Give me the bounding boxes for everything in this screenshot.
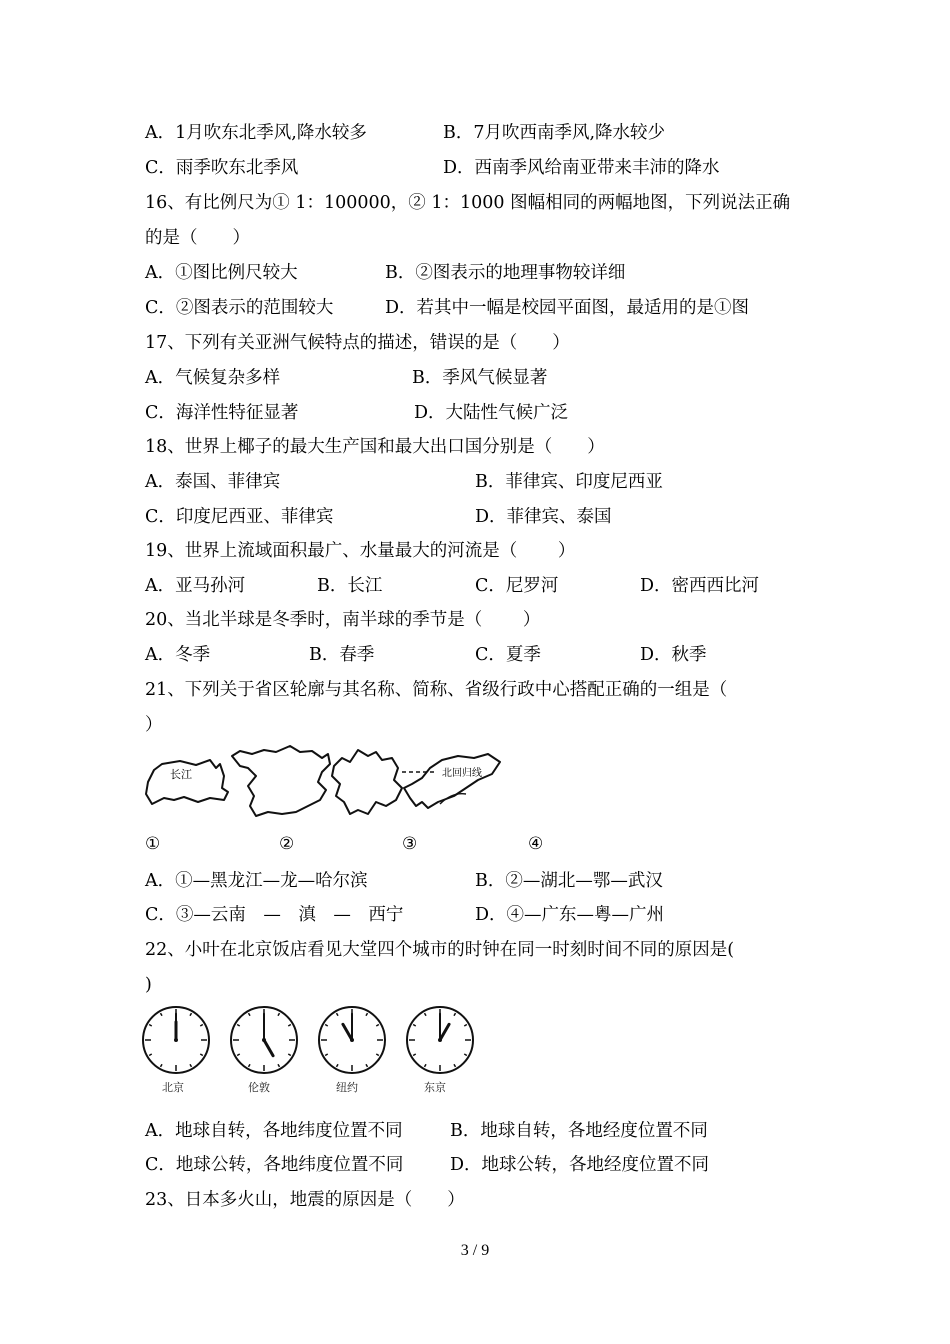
clocks-figure (138, 1002, 478, 1078)
q22-option-c: C．地球公转，各地纬度位置不同 (145, 1155, 404, 1175)
clock-label-newyork: 纽约 (336, 1081, 358, 1094)
map-number-2: ② (279, 834, 295, 854)
clock-center (350, 1038, 354, 1042)
q16-option-c: C．②图表示的范围较大 (145, 298, 334, 318)
clock-label-tokyo: 东京 (424, 1081, 446, 1094)
q19-stem: 19、世界上流域面积最广、水量最大的河流是（ ） (145, 541, 576, 561)
q20-stem: 20、当北半球是冬季时，南半球的季节是（ ） (145, 610, 541, 630)
clock-center (174, 1038, 178, 1042)
q20-option-d: D．秋季 (640, 645, 707, 665)
province-outline-4 (404, 754, 500, 808)
q16-option-a: A．①图比例尺较大 (145, 263, 298, 283)
q17-option-d: D．大陆性气候广泛 (414, 403, 569, 423)
q19-option-d: D．密西西比河 (640, 576, 760, 596)
clock-beijing (143, 1007, 209, 1073)
q22-stem-line1: 22、小叶在北京饭店看见大堂四个城市的时钟在同一时刻时间不同的原因是( (145, 940, 735, 960)
q21-option-a: A．①—黑龙江—龙—哈尔滨 (145, 871, 368, 891)
q20-option-b: B．春季 (309, 645, 375, 665)
q17-stem: 17、下列有关亚洲气候特点的描述，错误的是（ ） (145, 333, 570, 353)
clock-label-london: 伦敦 (248, 1081, 270, 1094)
q21-option-d: D．④—广东—粤—广州 (475, 905, 665, 925)
q17-option-a: A．气候复杂多样 (145, 368, 281, 388)
q22-option-d: D．地球公转，各地经度位置不同 (450, 1155, 710, 1175)
q18-option-c: C．印度尼西亚、菲律宾 (145, 507, 334, 527)
q15-option-d: D．西南季风给南亚带来丰沛的降水 (443, 158, 720, 178)
q19-option-b: B．长江 (317, 576, 383, 596)
clock-center (262, 1038, 266, 1042)
map-number-1: ① (145, 834, 161, 854)
q21-option-c: C．③—云南 — 滇 — 西宁 (145, 905, 404, 925)
q17-option-b: B．季风气候显著 (412, 368, 548, 388)
province-outline-1 (146, 760, 228, 804)
q19-option-a: A．亚马孙河 (145, 576, 246, 596)
map-label-yangtze: 长江 (170, 768, 192, 781)
map-number-4: ④ (528, 834, 544, 854)
clock-center (438, 1038, 442, 1042)
clock-label-beijing: 北京 (162, 1081, 184, 1094)
province-outline-2 (232, 746, 330, 816)
q16-option-b: B．②图表示的地理事物较详细 (385, 263, 626, 283)
clock-tokyo (407, 1007, 473, 1073)
clock-newyork (319, 1007, 385, 1073)
q21-option-b: B．②—湖北—鄂—武汉 (475, 871, 663, 891)
q22-stem-line2: ) (145, 975, 152, 995)
q15-option-c: C．雨季吹东北季风 (145, 158, 299, 178)
q16-option-d: D．若其中一幅是校园平面图，最适用的是①图 (385, 298, 750, 318)
q22-option-a: A．地球自转，各地纬度位置不同 (145, 1121, 403, 1141)
q16-stem-line2: 的是（ ） (145, 228, 250, 248)
province-outline-3 (332, 750, 402, 814)
q23-stem: 23、日本多火山，地震的原因是（ ） (145, 1190, 465, 1210)
page-number: 3 / 9 (460, 1242, 490, 1259)
q18-option-d: D．菲律宾、泰国 (475, 507, 612, 527)
q20-option-c: C．夏季 (475, 645, 541, 665)
q18-stem: 18、世界上椰子的最大生产国和最大出口国分别是（ ） (145, 437, 605, 457)
q18-option-a: A．泰国、菲律宾 (145, 472, 281, 492)
map-number-3: ③ (402, 834, 418, 854)
q21-stem-line1: 21、下列关于省区轮廓与其名称、简称、省级行政中心搭配正确的一组是（ (145, 680, 728, 700)
map-label-tropic: 北回归线 (442, 768, 482, 779)
clock-london (231, 1007, 297, 1073)
q18-option-b: B．菲律宾、印度尼西亚 (475, 472, 663, 492)
q21-stem-line2: ） (145, 715, 163, 735)
q17-option-c: C．海洋性特征显著 (145, 403, 299, 423)
q19-option-c: C．尼罗河 (475, 576, 559, 596)
q16-stem-line1: 16、有比例尺为① 1：100000，② 1：1000 图幅相同的两幅地图，下列说法正确 (145, 193, 791, 213)
q22-option-b: B．地球自转，各地经度位置不同 (450, 1121, 708, 1141)
q15-option-b: B．7月吹西南季风,降水较少 (443, 123, 666, 143)
q15-option-a: A．1月吹东北季风,降水较多 (145, 123, 367, 143)
q20-option-a: A．冬季 (145, 645, 211, 665)
province-outlines-figure (140, 742, 510, 822)
